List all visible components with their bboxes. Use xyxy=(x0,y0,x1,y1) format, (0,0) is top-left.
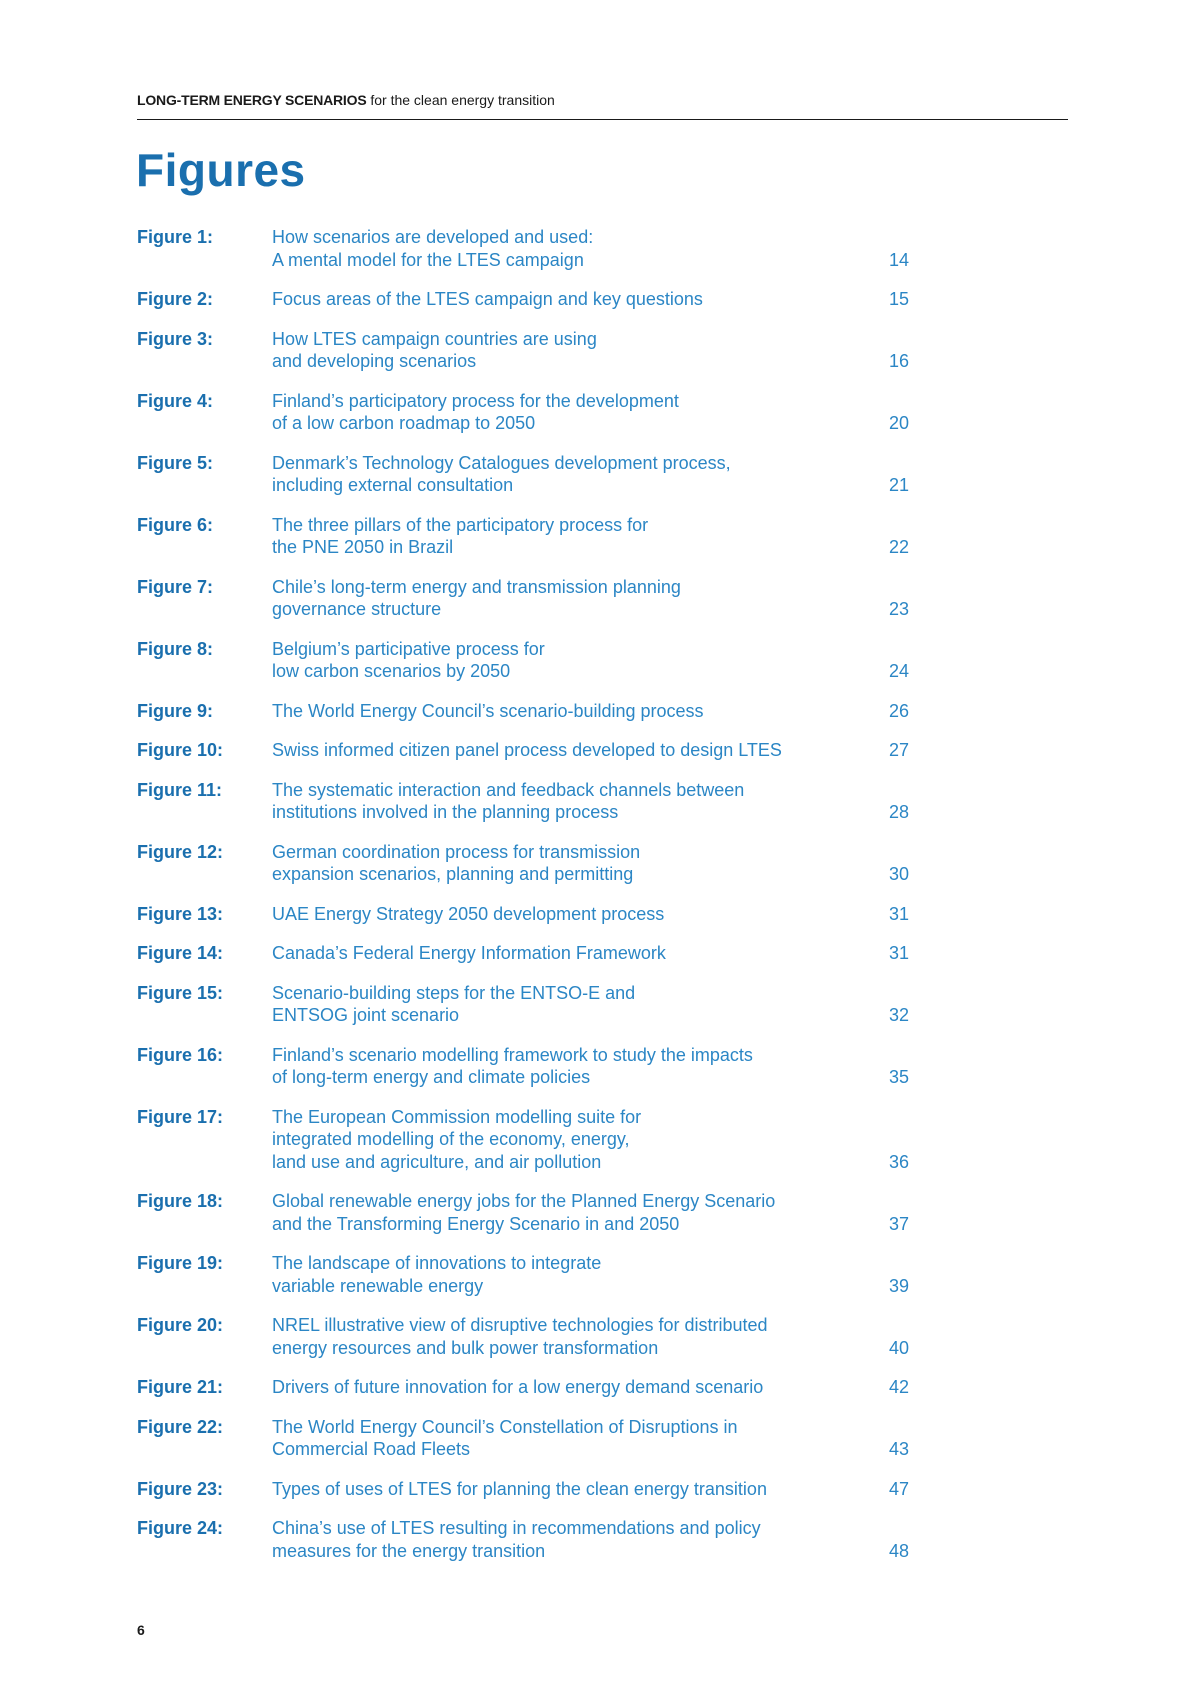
figure-page-number[interactable]: 16 xyxy=(889,351,910,371)
page-number: 6 xyxy=(137,1622,145,1638)
figure-page-number[interactable]: 32 xyxy=(889,1005,910,1025)
figure-label: Figure 10: xyxy=(137,740,224,760)
figure-page-number[interactable]: 47 xyxy=(889,1478,910,1499)
figure-page-number[interactable]: 36 xyxy=(889,1151,910,1172)
figure-label: Figure 19: xyxy=(137,1253,224,1273)
figure-label: Figure 2: xyxy=(137,289,214,309)
figure-entry[interactable] xyxy=(137,514,937,559)
figure-title[interactable]: How LTES campaign countries are using and developing scenarios xyxy=(272,328,597,371)
header-divider xyxy=(137,119,1068,120)
figure-entry[interactable] xyxy=(137,226,937,271)
figure-label: Figure 5: xyxy=(137,452,214,473)
figure-label: Figure 9: xyxy=(137,700,214,721)
page-title: Figures xyxy=(136,144,306,196)
figure-label: Figure 21: xyxy=(137,1377,224,1397)
figure-title[interactable]: Finland’s scenario modelling framework to study the impacts of long-term energy and climate policies xyxy=(272,1044,753,1087)
figure-entry[interactable] xyxy=(137,328,937,373)
figure-title[interactable]: Focus areas of the LTES campaign and key questions xyxy=(272,289,703,309)
figure-entry[interactable] xyxy=(137,1314,937,1359)
figure-page-number[interactable]: 39 xyxy=(889,1275,910,1296)
figure-page-number[interactable]: 35 xyxy=(889,1067,910,1087)
figure-label: Figure 23: xyxy=(137,1478,224,1499)
figure-page-number[interactable]: 28 xyxy=(889,802,910,822)
figure-title[interactable]: Chile’s long-term energy and transmission planning governance structure xyxy=(272,576,681,619)
figure-label: Figure 16: xyxy=(137,1044,224,1065)
figure-label: Figure 7: xyxy=(137,576,214,597)
figure-title[interactable]: Finland’s participatory process for the development of a low carbon roadmap to 2050 xyxy=(272,390,679,433)
figure-entry[interactable] xyxy=(137,1478,937,1501)
figure-entry[interactable] xyxy=(137,1044,937,1089)
figure-entry[interactable] xyxy=(137,1517,937,1562)
figure-title[interactable]: Canada’s Federal Energy Information Framework xyxy=(272,943,666,963)
figure-entry[interactable] xyxy=(137,1416,937,1461)
figure-title[interactable]: German coordination process for transmission expansion scenarios, planning and permitting xyxy=(272,841,641,884)
figure-entry[interactable] xyxy=(137,1376,937,1399)
figure-label: Figure 12: xyxy=(137,841,224,862)
figure-title[interactable]: The landscape of innovations to integrate variable renewable energy xyxy=(272,1253,602,1296)
figure-entry[interactable] xyxy=(137,903,937,926)
figure-entry[interactable] xyxy=(137,1252,937,1297)
figure-title[interactable]: The three pillars of the participatory process for the PNE 2050 in Brazil xyxy=(272,514,649,557)
figure-label: Figure 24: xyxy=(137,1518,224,1538)
figure-label: Figure 6: xyxy=(137,514,214,535)
running-header xyxy=(137,92,555,108)
figure-entry[interactable] xyxy=(137,942,937,965)
figure-entry[interactable] xyxy=(137,982,937,1027)
figure-entry[interactable] xyxy=(137,700,937,723)
figure-page-number[interactable]: 15 xyxy=(889,289,910,309)
figure-entry[interactable] xyxy=(137,1190,937,1235)
figure-entry[interactable] xyxy=(137,390,937,435)
figure-page-number[interactable]: 30 xyxy=(889,864,910,884)
figure-page-number[interactable]: 23 xyxy=(889,599,910,619)
header-title-bold: LONG-TERM ENERGY SCENARIOS xyxy=(137,92,367,108)
figure-title[interactable]: UAE Energy Strategy 2050 development process xyxy=(272,903,665,924)
figure-title[interactable]: Belgium’s participative process for low carbon scenarios by 2050 xyxy=(272,638,545,681)
figure-page-number[interactable]: 43 xyxy=(889,1439,910,1459)
figure-title[interactable]: Denmark’s Technology Catalogues development process, including external consultation xyxy=(272,452,731,495)
figure-title[interactable]: China’s use of LTES resulting in recommendations and policy measures for the energy transition xyxy=(272,1518,761,1561)
figure-page-number[interactable]: 14 xyxy=(889,249,910,270)
figure-title[interactable]: Scenario-building steps for the ENTSO-E and ENTSOG joint scenario xyxy=(272,982,636,1025)
figure-title[interactable]: How scenarios are developed and used: A mental model for the LTES campaign xyxy=(272,227,594,270)
figure-title[interactable]: NREL illustrative view of disruptive technologies for distributed energy resources and bulk power transformation xyxy=(272,1315,768,1358)
figure-label: Figure 11: xyxy=(137,779,223,800)
figure-page-number[interactable]: 48 xyxy=(889,1540,910,1561)
figure-page-number[interactable]: 31 xyxy=(889,943,910,963)
figure-page-number[interactable]: 31 xyxy=(889,903,910,924)
figure-label: Figure 3: xyxy=(137,328,214,349)
figure-entry[interactable] xyxy=(137,576,937,621)
figure-title[interactable]: The World Energy Council’s Constellation of Disruptions in Commercial Road Fleets xyxy=(272,1416,738,1459)
figure-label: Figure 8: xyxy=(137,638,214,659)
figure-page-number[interactable]: 37 xyxy=(889,1213,910,1234)
figure-entry[interactable] xyxy=(137,638,937,683)
figure-title[interactable]: Global renewable energy jobs for the Planned Energy Scenario and the Transforming Energy Scenario in and 2050 xyxy=(272,1191,776,1234)
figure-label: Figure 4: xyxy=(137,390,214,411)
figure-label: Figure 18: xyxy=(137,1191,224,1211)
figure-title[interactable]: Drivers of future innovation for a low energy demand scenario xyxy=(272,1377,764,1397)
figure-label: Figure 14: xyxy=(137,943,224,963)
figure-entry[interactable] xyxy=(137,779,937,824)
figure-entry[interactable] xyxy=(137,1106,937,1174)
figure-page-number[interactable]: 24 xyxy=(889,661,910,681)
figure-title[interactable]: The systematic interaction and feedback channels between institutions involved in the planning process xyxy=(272,779,745,822)
figure-page-number[interactable]: 21 xyxy=(889,475,910,495)
figure-title[interactable]: The European Commission modelling suite for integrated modelling of the economy, energy, land use and agriculture, and air pollution xyxy=(272,1106,642,1172)
figure-entry[interactable] xyxy=(137,739,937,762)
figure-page-number[interactable]: 40 xyxy=(889,1337,910,1358)
figure-label: Figure 13: xyxy=(137,903,224,924)
figure-page-number[interactable]: 27 xyxy=(889,740,910,760)
figure-entry[interactable] xyxy=(137,288,937,311)
figure-title[interactable]: Swiss informed citizen panel process developed to design LTES xyxy=(272,740,782,760)
figure-label: Figure 15: xyxy=(137,982,224,1003)
figure-label: Figure 22: xyxy=(137,1416,224,1437)
figure-title[interactable]: Types of uses of LTES for planning the clean energy transition xyxy=(272,1478,767,1499)
figure-page-number[interactable]: 20 xyxy=(889,413,910,433)
figure-entry[interactable] xyxy=(137,452,937,497)
figure-label: Figure 1: xyxy=(137,227,214,247)
figure-page-number[interactable]: 22 xyxy=(889,537,910,557)
figure-page-number[interactable]: 42 xyxy=(889,1377,910,1397)
figure-title[interactable]: The World Energy Council’s scenario-building process xyxy=(272,700,704,721)
figure-label: Figure 17: xyxy=(137,1106,224,1127)
figure-label: Figure 20: xyxy=(137,1315,224,1335)
figure-page-number[interactable]: 26 xyxy=(889,700,910,721)
figure-entry[interactable] xyxy=(137,841,937,886)
header-title-rest: for the clean energy transition xyxy=(370,92,555,108)
